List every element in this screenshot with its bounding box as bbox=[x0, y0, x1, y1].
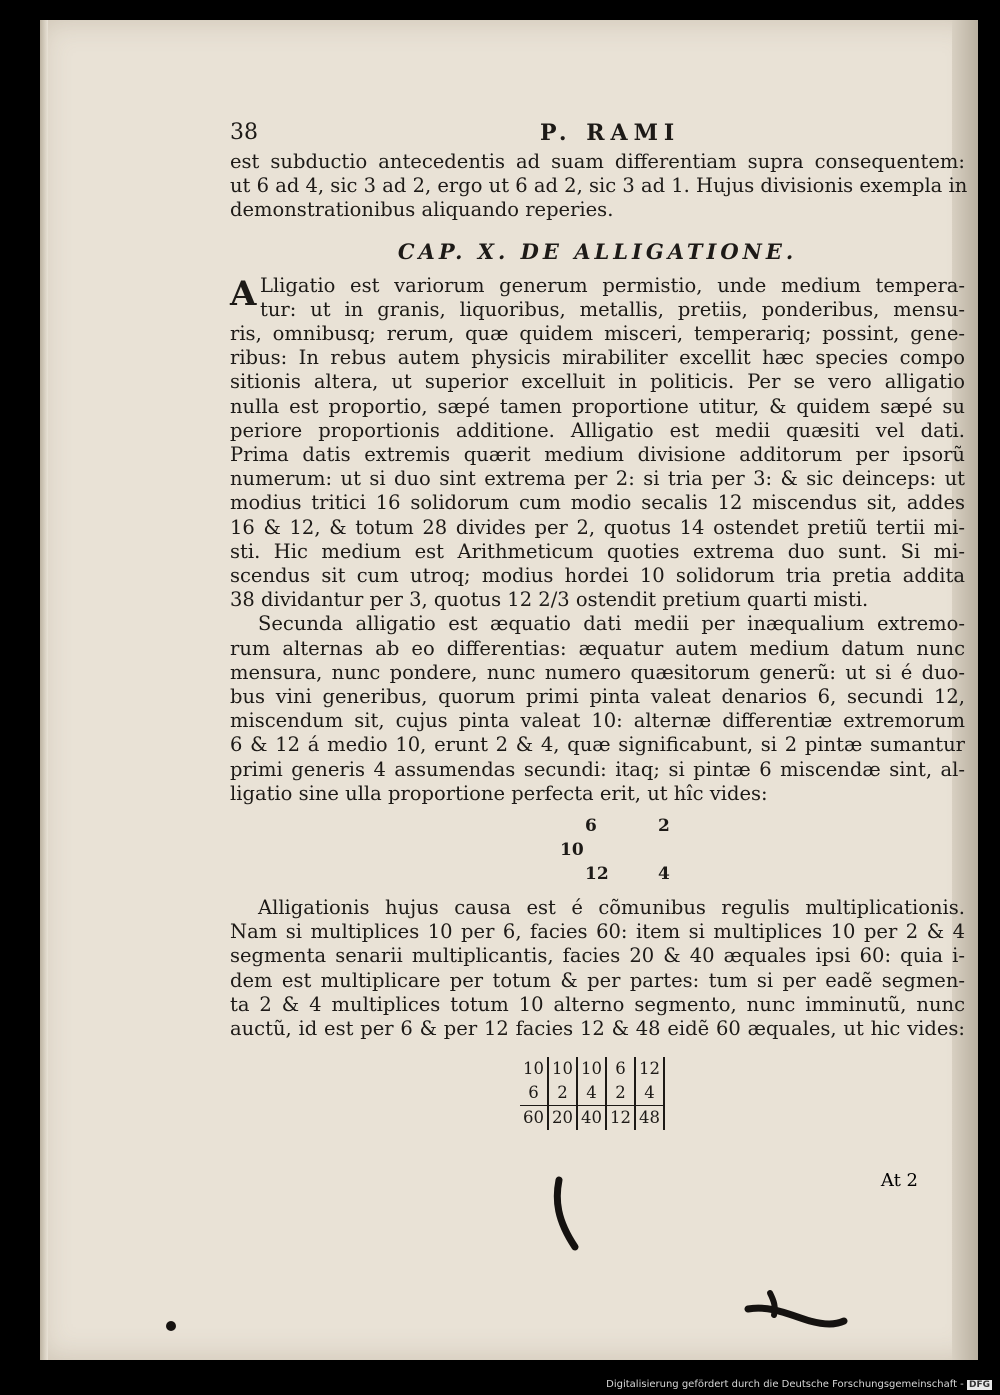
table-cell: 4 bbox=[635, 1081, 664, 1106]
table-cell: 12 bbox=[635, 1057, 664, 1081]
table-cell: 10 bbox=[520, 1057, 548, 1081]
table-cell: 2 bbox=[548, 1081, 577, 1106]
page-gutter-shadow bbox=[40, 20, 48, 1360]
table-cell: 10 bbox=[548, 1057, 577, 1081]
text-line: ribus: In rebus autem physicis mirabiliter excellit hæc species compo bbox=[230, 346, 965, 370]
text-line: Lligatio est variorum generum permistio, unde medium tempera- bbox=[260, 273, 965, 297]
page-header bbox=[230, 120, 965, 150]
diagram-value-c: 12 bbox=[585, 864, 609, 885]
text-line: ta 2 & 4 multiplices totum 10 alterno segmento, nunc imminutũ, nunc bbox=[230, 992, 965, 1016]
text-line: ut 6 ad 4, sic 3 ad 2, ergo ut 6 ad 2, sic 3 ad 1. Hujus divisionis exempla in bbox=[230, 174, 968, 198]
text-line: est subductio antecedentis ad suam differentiam supra consequentem: bbox=[230, 150, 965, 173]
text-line: Alligationis hujus causa est é cõmunibus regulis multiplicationis. bbox=[258, 896, 965, 920]
text-line: demonstrationibus aliquando reperies. bbox=[230, 198, 614, 222]
table-cell: 12 bbox=[606, 1106, 635, 1131]
digitization-footer bbox=[606, 1379, 992, 1390]
text-line: dem est multiplicare per totum & per partes: tum si per eadẽ segmen- bbox=[230, 968, 965, 992]
ink-blot-mark bbox=[740, 1285, 850, 1345]
text-line: ligatio sine ulla proportione perfecta erit, ut hîc vides: bbox=[230, 781, 768, 805]
drop-cap: A bbox=[230, 273, 257, 314]
table-cell: 2 bbox=[606, 1081, 635, 1106]
table-cell: 6 bbox=[606, 1057, 635, 1081]
table-row bbox=[520, 1106, 664, 1131]
text-line: Secunda alligatio est æquatio dati medii per inæqualium extremo- bbox=[258, 612, 965, 636]
text-line: sitionis altera, ut superior excelluit in politicis. Per se vero alligatio bbox=[230, 370, 965, 394]
page-number: 38 bbox=[230, 120, 258, 145]
text-line: 38 dividantur per 3, quotus 12 2/3 ostendit pretium quarti misti. bbox=[230, 588, 869, 612]
paragraph-first-alligation bbox=[230, 274, 965, 613]
text-line: sti. Hic medium est Arithmeticum quoties extrema duo sunt. Si mi- bbox=[230, 539, 965, 563]
diagram-medium: 10 bbox=[560, 840, 584, 861]
table-row bbox=[520, 1057, 664, 1081]
running-title: P. RAMI bbox=[540, 120, 681, 146]
footer-text: Digitalisierung gefördert durch die Deutsche Forschungsgemeinschaft - bbox=[606, 1379, 964, 1390]
ink-stroke-mark bbox=[545, 1175, 585, 1255]
text-line: numerum: ut si duo sint extrema per 2: si tria per 3: & sic deinceps: ut bbox=[230, 467, 965, 491]
text-line: Nam si multiplices 10 per 6, facies 60: item si multiplices 10 per 2 & 4 bbox=[230, 920, 965, 944]
text-line: 16 & 12, & totum 28 divides per 2, quotus 14 ostendet pretiũ tertii mi- bbox=[230, 515, 965, 539]
text-line: modius tritici 16 solidorum cum modio secalis 12 miscendus sit, addes bbox=[230, 491, 965, 515]
text-line: rum alternas ab eo differentias: æquatur autem medium datum nunc bbox=[230, 636, 965, 660]
text-line: periore proportionis additione. Alligatio est medii quæsiti vel dati. bbox=[230, 418, 965, 442]
page-text bbox=[230, 120, 968, 1130]
text-line: tur: ut in granis, liquoribus, metallis, pretiis, ponderibus, mensu- bbox=[260, 297, 965, 321]
table-cell: 60 bbox=[520, 1106, 548, 1131]
diagram-value-d: 4 bbox=[658, 864, 670, 885]
text-line: miscendum sit, cujus pinta valeat 10: alternæ differentiæ extremorum bbox=[230, 709, 965, 733]
text-line: scendus sit cum utroq; modius hordei 10 solidorum tria pretia addita bbox=[230, 564, 965, 588]
text-line: auctũ, id est per 6 & per 12 facies 12 & 48 eidẽ 60 æquales, ut hic vides: bbox=[230, 1017, 965, 1041]
table-cell: 10 bbox=[577, 1057, 606, 1081]
catchword: At 2 bbox=[880, 1170, 918, 1191]
multiplication-table bbox=[520, 1057, 665, 1130]
dfg-logo: DFG bbox=[968, 1380, 990, 1390]
table-cell: 48 bbox=[635, 1106, 664, 1131]
table-row bbox=[520, 1081, 664, 1106]
ink-dot bbox=[165, 1320, 177, 1332]
text-line: ris, omnibusq; rerum, quæ quidem misceri, temperariq; possint, gene- bbox=[230, 322, 965, 346]
table-cell: 4 bbox=[577, 1081, 606, 1106]
paragraph-cause bbox=[230, 896, 965, 1041]
alligation-diagram bbox=[230, 814, 965, 888]
table-cell: 6 bbox=[520, 1081, 548, 1106]
text-line: segmenta senarii multiplicantis, facies 20 & 40 æquales ipsi 60: quia i- bbox=[230, 944, 965, 968]
table-cell: 20 bbox=[548, 1106, 577, 1131]
top-paragraph bbox=[230, 150, 968, 223]
diagram-value-a: 6 bbox=[585, 816, 597, 837]
text-line: 6 & 12 á medio 10, erunt 2 & 4, quæ significabunt, si 2 pintæ sumantur bbox=[230, 733, 965, 757]
table-cell: 40 bbox=[577, 1106, 606, 1131]
text-line: mensura, nunc pondere, nunc numero quæsitorum generũ: ut si é duo- bbox=[230, 660, 965, 684]
text-line: primi generis 4 assumendas secundi: itaq; si pintæ 6 miscendæ sint, al- bbox=[230, 757, 965, 781]
diagram-value-b: 2 bbox=[658, 816, 670, 837]
paragraph-second-alligation bbox=[230, 612, 965, 806]
text-line: Prima datis extremis quærit medium divisione additorum per ipsorũ bbox=[230, 443, 965, 467]
book-page bbox=[40, 20, 978, 1360]
chapter-title: CAP. X. DE ALLIGATIONE. bbox=[397, 238, 798, 264]
text-line: nulla est proportio, sæpé tamen proportione utitur, & quidem sæpé su bbox=[230, 394, 965, 418]
text-line: bus vini generibus, quorum primi pinta valeat denarios 6, secundi 12, bbox=[230, 685, 965, 709]
